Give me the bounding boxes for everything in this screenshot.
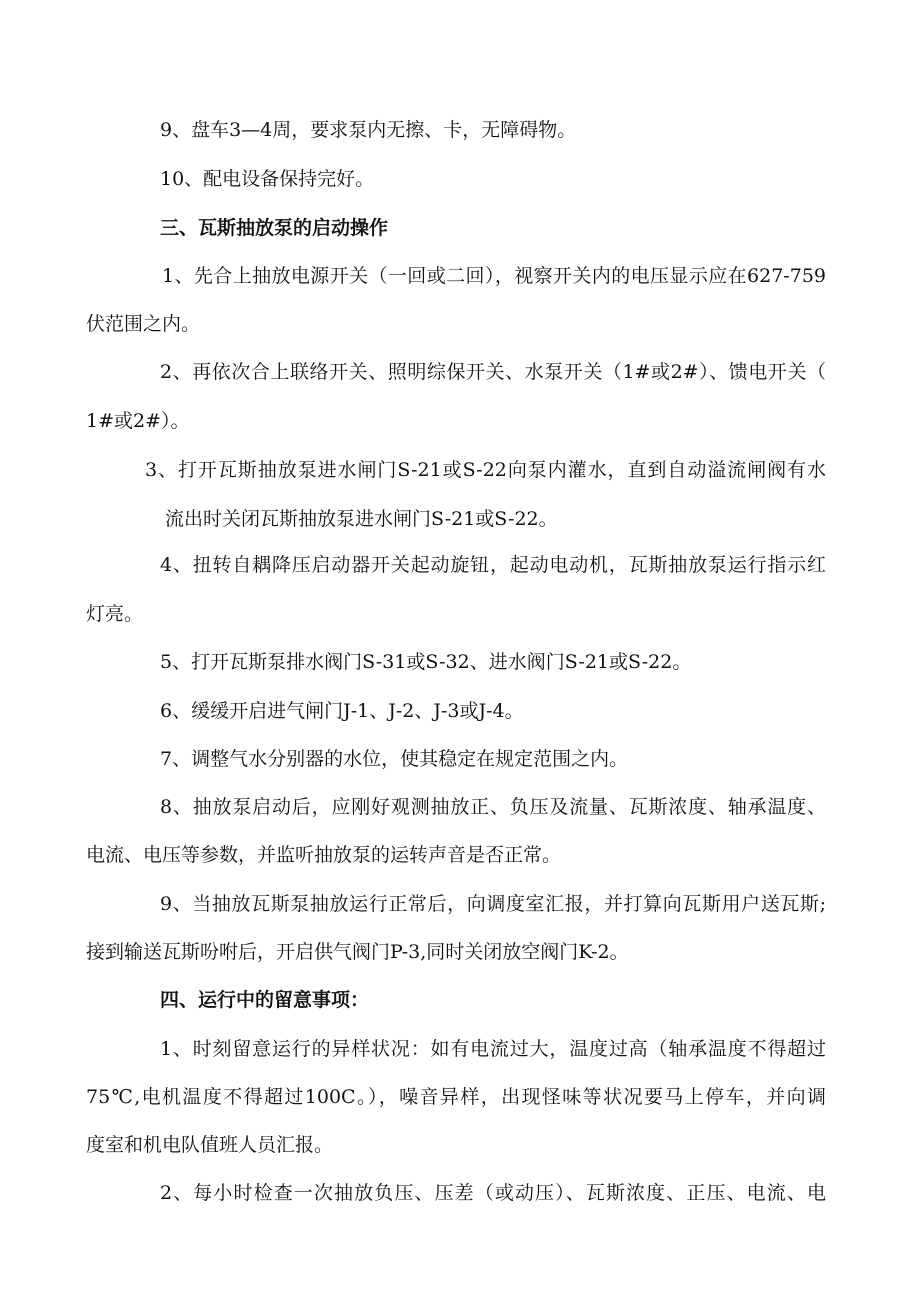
step-8-line-1: 8、抽放泵启动后，应刚好观测抽放正、负压及流量、瓦斯浓度、轴承温度、 bbox=[160, 796, 826, 818]
step-6-paragraph: 6、缓缓开启进气闸门J-1、J-2、J-3或J-4。 bbox=[160, 700, 524, 722]
step-3-line-1: 3、打开瓦斯抽放泵进水闸门S-21或S-22向泵内灌水，直到自动溢流闸阀有水 bbox=[145, 459, 826, 481]
step-1-line-1: 1、先合上抽放电源开关（一回或二回），视察开关内的电压显示应在627-759 bbox=[162, 265, 826, 287]
step-9-line-2: 接到输送瓦斯吩咐后，开启供气阀门P-3,同时关闭放空阀门K-2。 bbox=[86, 941, 629, 963]
section-4-heading: 四、运行中的留意事项： bbox=[160, 989, 370, 1011]
note-1-line-1: 1、时刻留意运行的异样状况：如有电流过大，温度过高（轴承温度不得超过 bbox=[160, 1038, 826, 1060]
item-9-paragraph: 9、盘车3—4周，要求泵内无擦、卡，无障碍物。 bbox=[160, 119, 577, 141]
section-3-heading: 三、瓦斯抽放泵的启动操作 bbox=[160, 217, 389, 239]
step-8-line-2: 电流、电压等参数，并监听抽放泵的运转声音是否正常。 bbox=[86, 844, 562, 866]
note-1-line-2: 75℃,电机温度不得超过100C。），噪音异样，出现怪味等状况要马上停车，并向调 bbox=[86, 1086, 826, 1108]
step-4-line-2: 灯亮。 bbox=[86, 603, 144, 625]
step-4-line-1: 4、扭转自耦降压启动器开关起动旋钮，起动电动机，瓦斯抽放泵运行指示红 bbox=[160, 554, 826, 576]
step-2-line-1: 2、再依次合上联络开关、照明综保开关、水泵开关（1#或2#）、馈电开关（ bbox=[160, 361, 826, 383]
note-1-line-3: 度室和机电队值班人员汇报。 bbox=[86, 1134, 334, 1156]
note-2-line-1: 2、每小时检查一次抽放负压、压差（或动压）、瓦斯浓度、正压、电流、电 bbox=[160, 1182, 826, 1204]
step-3-line-2: 流出时关闭瓦斯抽放泵进水闸门S-21或S-22。 bbox=[165, 508, 558, 530]
step-1-line-2: 伏范围之内。 bbox=[86, 313, 201, 335]
item-10-paragraph: 10、配电设备保持完好。 bbox=[160, 168, 375, 190]
step-7-paragraph: 7、调整气水分别器的水位，使其稳定在规定范围之内。 bbox=[160, 748, 629, 770]
step-9-line-1: 9、当抽放瓦斯泵抽放运行正常后，向调度室汇报，并打算向瓦斯用户送瓦斯; bbox=[160, 893, 826, 915]
step-5-paragraph: 5、打开瓦斯泵排水阀门S-31或S-32、进水阀门S-21或S-22。 bbox=[160, 651, 692, 673]
step-2-line-2: 1#或2#）。 bbox=[86, 410, 190, 432]
